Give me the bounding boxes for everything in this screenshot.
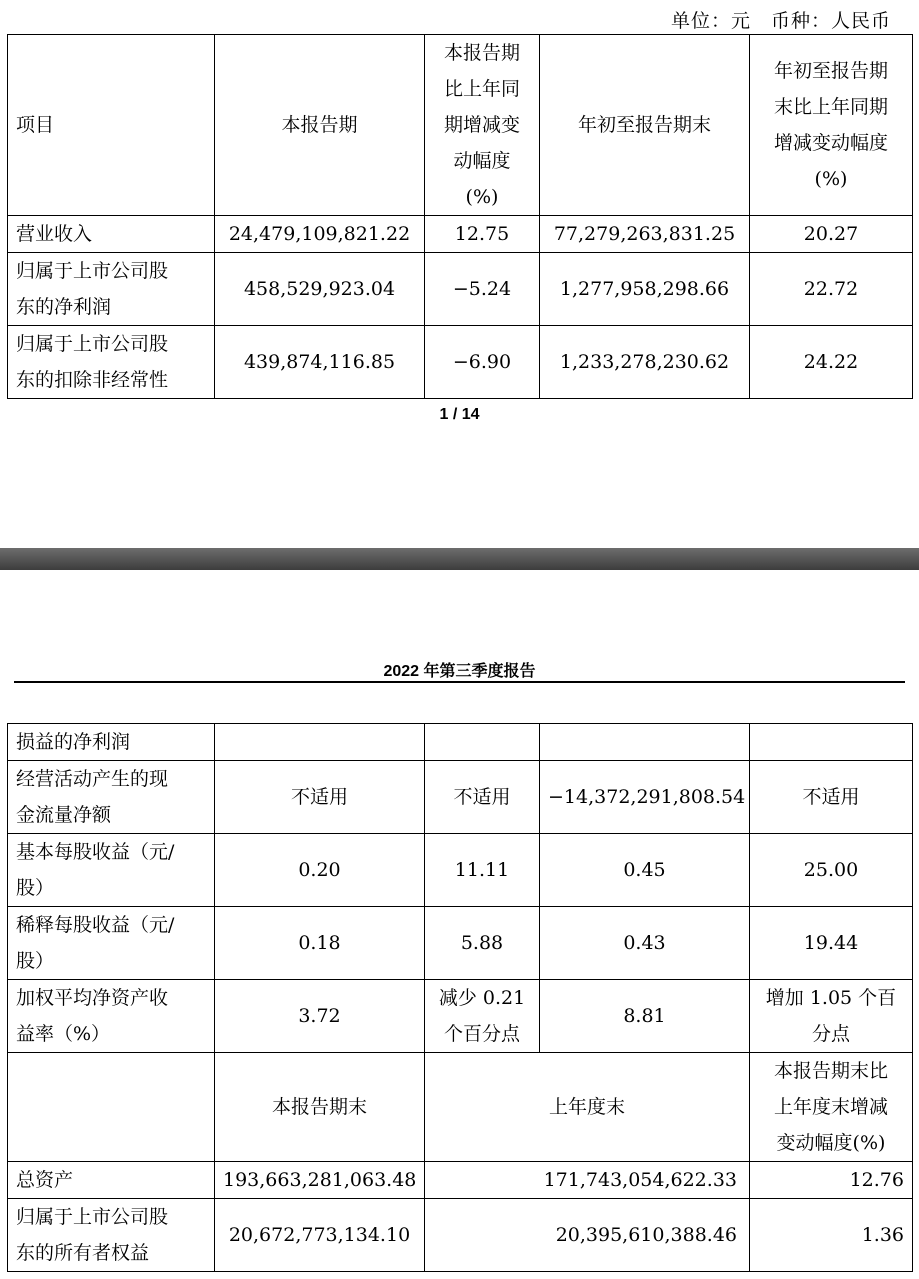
row-item: 稀释每股收益（元/ 股） bbox=[8, 907, 215, 980]
page-number: 1 / 14 bbox=[439, 406, 480, 423]
page-divider bbox=[0, 548, 919, 570]
financial-table-bottom bbox=[7, 723, 913, 1272]
row-current bbox=[215, 724, 425, 761]
row-item: 营业收入 bbox=[8, 216, 215, 253]
header-current: 本报告期 bbox=[215, 35, 425, 216]
row-ytd: 0.45 bbox=[540, 834, 750, 907]
row-ytd-change: 22.72 bbox=[750, 253, 913, 326]
row-item: 归属于上市公司股 东的扣除非经常性 bbox=[8, 326, 215, 399]
row-ytd-change: 24.22 bbox=[750, 326, 913, 399]
report-title: 2022 年第三季度报告 bbox=[383, 663, 536, 680]
balance-header-change: 本报告期末比 上年度末增减 变动幅度(%) bbox=[750, 1053, 913, 1162]
row-current: 24,479,109,821.22 bbox=[215, 216, 425, 253]
row-ytd bbox=[540, 724, 750, 761]
row-ytd: 77,279,263,831.25 bbox=[540, 216, 750, 253]
row-change bbox=[425, 724, 540, 761]
balance-header-row bbox=[8, 1053, 913, 1162]
row-current: 不适用 bbox=[215, 761, 425, 834]
table-row bbox=[8, 761, 913, 834]
table-row bbox=[8, 1162, 913, 1199]
row-ytd-change: 19.44 bbox=[750, 907, 913, 980]
row-change: 不适用 bbox=[425, 761, 540, 834]
unit-currency-note: 单位：元 币种：人民币 bbox=[670, 10, 891, 32]
balance-header-period-end: 本报告期末 bbox=[215, 1053, 425, 1162]
row-change: 12.76 bbox=[750, 1162, 913, 1199]
table-row bbox=[8, 907, 913, 980]
row-item: 归属于上市公司股 东的所有者权益 bbox=[8, 1199, 215, 1272]
row-change: 减少 0.21 个百分点 bbox=[425, 980, 540, 1053]
row-current: 458,529,923.04 bbox=[215, 253, 425, 326]
row-change: 11.11 bbox=[425, 834, 540, 907]
row-current: 0.20 bbox=[215, 834, 425, 907]
row-change: 12.75 bbox=[425, 216, 540, 253]
row-ytd-change: 增加 1.05 个百 分点 bbox=[750, 980, 913, 1053]
table-row bbox=[8, 253, 913, 326]
row-change: 1.36 bbox=[750, 1199, 913, 1272]
row-current: 0.18 bbox=[215, 907, 425, 980]
balance-header-prior-year-end: 上年度末 bbox=[425, 1053, 750, 1162]
row-ytd-change bbox=[750, 724, 913, 761]
row-ytd: 8.81 bbox=[540, 980, 750, 1053]
table-row bbox=[8, 326, 913, 399]
row-ytd-change: 20.27 bbox=[750, 216, 913, 253]
financial-table-top bbox=[7, 34, 913, 399]
row-ytd: 1,277,958,298.66 bbox=[540, 253, 750, 326]
row-item: 总资产 bbox=[8, 1162, 215, 1199]
row-period-end: 20,672,773,134.10 bbox=[215, 1199, 425, 1272]
row-item: 损益的净利润 bbox=[8, 724, 215, 761]
row-change: −5.24 bbox=[425, 253, 540, 326]
row-change: 5.88 bbox=[425, 907, 540, 980]
header-ytd: 年初至报告期末 bbox=[540, 35, 750, 216]
row-current: 439,874,116.85 bbox=[215, 326, 425, 399]
row-current: 3.72 bbox=[215, 980, 425, 1053]
header-rule bbox=[14, 681, 905, 683]
row-ytd: 0.43 bbox=[540, 907, 750, 980]
row-prior-year-end: 20,395,610,388.46 bbox=[425, 1199, 750, 1272]
row-item: 经营活动产生的现 金流量净额 bbox=[8, 761, 215, 834]
row-item: 加权平均净资产收 益率（%） bbox=[8, 980, 215, 1053]
row-item: 归属于上市公司股 东的净利润 bbox=[8, 253, 215, 326]
table-row bbox=[8, 1199, 913, 1272]
row-prior-year-end: 171,743,054,622.33 bbox=[425, 1162, 750, 1199]
row-item: 基本每股收益（元/ 股） bbox=[8, 834, 215, 907]
row-period-end: 193,663,281,063.48 bbox=[215, 1162, 425, 1199]
table-header-row bbox=[8, 35, 913, 216]
table-row bbox=[8, 724, 913, 761]
row-ytd-change: 不适用 bbox=[750, 761, 913, 834]
table-row bbox=[8, 980, 913, 1053]
header-current-change: 本报告期 比上年同 期增减变 动幅度 (%) bbox=[425, 35, 540, 216]
header-ytd-change: 年初至报告期 末比上年同期 增减变动幅度 (%) bbox=[750, 35, 913, 216]
table-row bbox=[8, 834, 913, 907]
row-change: −6.90 bbox=[425, 326, 540, 399]
row-ytd-change: 25.00 bbox=[750, 834, 913, 907]
row-ytd: 1,233,278,230.62 bbox=[540, 326, 750, 399]
header-item: 项目 bbox=[8, 35, 215, 216]
table-row bbox=[8, 216, 913, 253]
row-ytd: −14,372,291,808.54 bbox=[540, 761, 750, 834]
balance-header-item bbox=[8, 1053, 215, 1162]
